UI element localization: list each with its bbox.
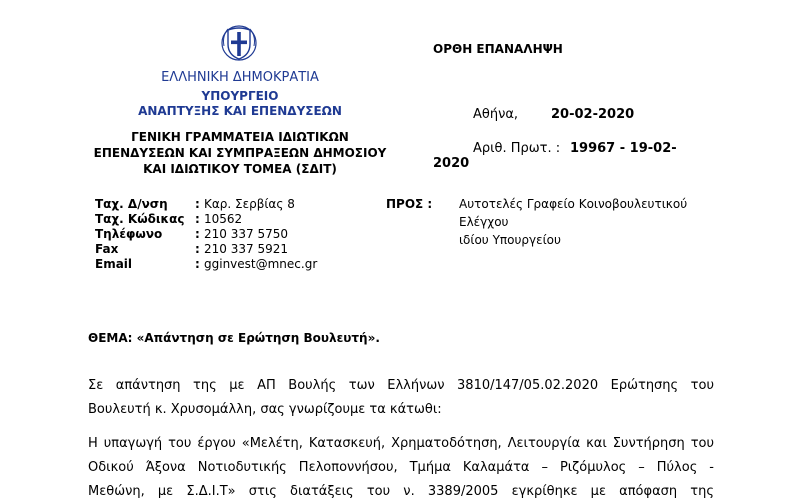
- contact-label-email: Email: [95, 257, 133, 271]
- recipient-line-3: ιδίου Υπουργείου: [459, 233, 561, 247]
- contact-colon: :: [195, 227, 200, 241]
- recipient-label: ΠΡΟΣ :: [386, 197, 433, 211]
- general-secretariat-line-3: ΚΑΙ ΙΔΙΩΤΙΚΟΥ ΤΟΜΕΑ (ΣΔΙΤ): [143, 162, 337, 176]
- protocol-year: 2020: [433, 156, 470, 171]
- contact-colon: :: [195, 257, 200, 271]
- contact-value-email: gginvest@mnec.gr: [204, 257, 318, 271]
- contact-label-phone: Τηλέφωνο: [95, 227, 163, 241]
- body-paragraph-1: [88, 374, 714, 422]
- paragraph-1-line-1: Σε απάντηση της με ΑΠ Βουλής των Ελλήνων 3810/147/05.02.2020 Ερώτησης του: [88, 378, 714, 393]
- contact-colon: :: [195, 212, 200, 226]
- republic-title: ΕΛΛΗΝΙΚΗ ΔΗΜΟΚΡΑΤΙΑ: [161, 70, 319, 85]
- protocol-number: 19967 - 19-02-: [570, 141, 677, 156]
- contact-label-address: Ταχ. Δ/νση: [95, 197, 168, 211]
- general-secretariat-line-2: ΕΠΕΝΔΥΣΕΩΝ ΚΑΙ ΣΥΜΠΡΑΞΕΩΝ ΔΗΜΟΣΙΟΥ: [93, 146, 387, 160]
- body-paragraph-2: [88, 432, 714, 504]
- contact-label-fax: Fax: [95, 242, 119, 256]
- ministry-line-1: ΥΠΟΥΡΓΕΙΟ: [201, 89, 279, 103]
- paragraph-2-line-2: Οδικού Άξονα Νοτιοδυτικής Πελοποννήσου, Τμήμα Καλαμάτα – Ριζόμυλος – Πύλος -: [88, 460, 714, 475]
- contact-value-phone: 210 337 5750: [204, 227, 288, 241]
- protocol-label: Αριθ. Πρωτ. :: [473, 141, 561, 156]
- recipient-line-1: Αυτοτελές Γραφείο Κοινοβουλευτικού: [459, 197, 688, 211]
- contact-value-postcode: 10562: [204, 212, 243, 226]
- greek-coat-of-arms-icon: [221, 24, 257, 62]
- recipient-line-2: Ελέγχου: [459, 215, 509, 229]
- contact-colon: :: [195, 242, 200, 256]
- contact-value-fax: 210 337 5921: [204, 242, 288, 256]
- paragraph-2-line-1: Η υπαγωγή του έργου «Μελέτη, Κατασκευή, Χρηματοδότηση, Λειτουργία και Συντήρηση του: [88, 436, 714, 451]
- paragraph-2-line-3: Μεθώνη, με Σ.Δ.Ι.Τ» στις διατάξεις του ν. 3389/2005 εγκρίθηκε με απόφαση της: [88, 484, 714, 499]
- document-date: 20-02-2020: [551, 107, 635, 122]
- ministry-line-2: ΑΝΑΠΤΥΞΗΣ ΚΑΙ ΕΠΕΝΔΥΣΕΩΝ: [138, 104, 342, 118]
- contact-label-postcode: Ταχ. Κώδικας: [95, 212, 185, 226]
- subject-line: ΘΕΜΑ: «Απάντηση σε Ερώτηση Βουλευτή».: [88, 331, 380, 345]
- contact-value-address: Καρ. Σερβίας 8: [204, 197, 295, 211]
- contact-colon: :: [195, 197, 200, 211]
- correct-repeat-label: ΟΡΘΗ ΕΠΑΝΑΛΗΨΗ: [433, 42, 563, 56]
- place-label: Αθήνα,: [473, 107, 519, 122]
- paragraph-1-line-2: Βουλευτή κ. Χρυσομάλλη, σας γνωρίζουμε τα κάτωθι:: [88, 402, 442, 417]
- general-secretariat-line-1: ΓΕΝΙΚΗ ΓΡΑΜΜΑΤΕΙΑ ΙΔΙΩΤΙΚΩΝ: [131, 130, 349, 144]
